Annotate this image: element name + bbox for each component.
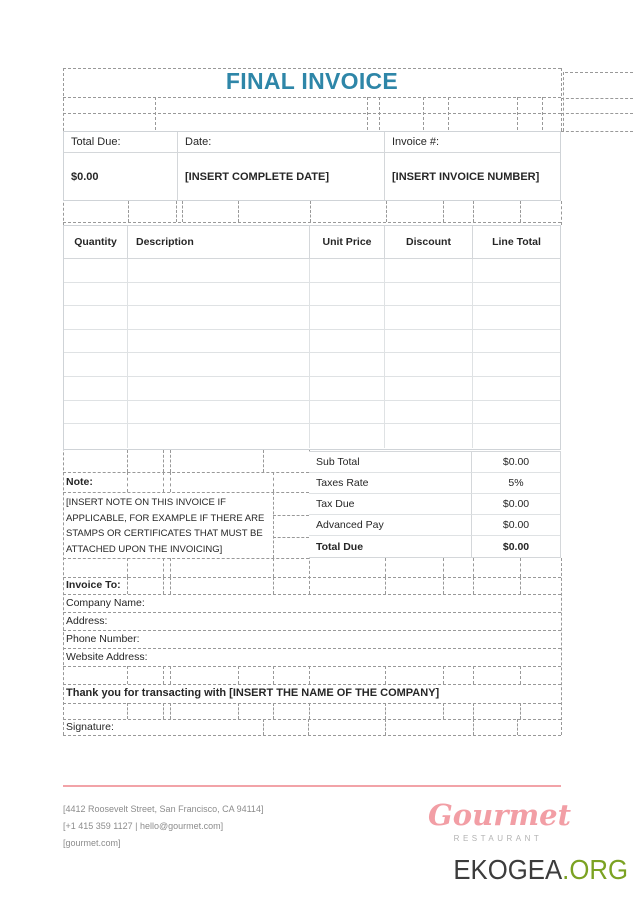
- grid-line: [63, 222, 561, 223]
- items-empty-cell: [385, 377, 473, 401]
- grid-line: [367, 97, 368, 130]
- items-empty-cell: [310, 353, 385, 377]
- grid-line: [309, 666, 310, 684]
- items-table: [63, 225, 561, 450]
- restaurant-subtext: RESTAURANT: [453, 834, 543, 843]
- grid-line: [170, 558, 171, 577]
- tax-due-label: Tax Due: [309, 494, 472, 515]
- grid-line: [385, 558, 386, 577]
- items-empty-cell: [473, 353, 560, 377]
- items-empty-cell: [473, 259, 560, 283]
- grid-line: [385, 719, 386, 735]
- taxes-rate-value: 5%: [472, 473, 560, 494]
- total-due-label: Total Due:: [64, 132, 178, 153]
- field-website-address: Website Address:: [66, 651, 148, 663]
- grid-line: [63, 113, 561, 114]
- grid-line: [170, 472, 171, 492]
- grid-line: [473, 201, 474, 222]
- grid-line: [385, 703, 386, 719]
- grid-line: [542, 97, 543, 130]
- grid-line: [309, 703, 310, 719]
- field-phone-number: Phone Number:: [66, 633, 140, 645]
- grid-line: [63, 735, 561, 736]
- note-line: APPLICABLE, FOR EXAMPLE IF THERE ARE: [66, 512, 265, 524]
- grid-line: [561, 68, 562, 131]
- items-header-quantity: Quantity: [64, 226, 128, 259]
- grid-line: [443, 558, 444, 577]
- grid-line: [385, 577, 386, 594]
- items-empty-cell: [473, 424, 560, 448]
- grid-line: [473, 719, 474, 735]
- items-header-line-total: Line Total: [473, 226, 560, 259]
- items-empty-cell: [310, 259, 385, 283]
- watermark-suffix: .ORG: [562, 854, 628, 885]
- grid-line: [238, 201, 239, 222]
- grid-line: [163, 450, 164, 472]
- grid-line: [238, 703, 239, 719]
- grid-line: [386, 201, 387, 222]
- grid-line: [561, 558, 562, 735]
- thank-you-text: Thank you for transacting with [INSERT THE NAME OF THE COMPANY]: [66, 687, 440, 699]
- items-empty-cell: [128, 283, 310, 307]
- grid-line: [473, 577, 474, 594]
- grid-line: [517, 97, 518, 130]
- grid-line: [443, 666, 444, 684]
- items-empty-cell: [128, 424, 310, 448]
- grid-line: [273, 558, 274, 577]
- date-label: Date:: [178, 132, 385, 153]
- grid-line: [563, 72, 564, 131]
- grid-line: [170, 577, 171, 594]
- note-text: [66, 495, 271, 557]
- grid-line: [443, 577, 444, 594]
- items-empty-cell: [64, 306, 128, 330]
- grid-line: [163, 577, 164, 594]
- items-empty-cell: [128, 401, 310, 425]
- grid-line: [273, 577, 274, 594]
- grid-line: [443, 201, 444, 222]
- grid-line: [517, 719, 518, 735]
- note-line: [INSERT NOTE ON THIS INVOICE IF: [66, 497, 226, 508]
- grid-line: [310, 201, 311, 222]
- grid-line: [385, 666, 386, 684]
- signature-label: Signature:: [66, 721, 114, 733]
- grid-line: [520, 201, 521, 222]
- grid-line: [163, 558, 164, 577]
- items-empty-cell: [473, 401, 560, 425]
- grid-line: [561, 131, 633, 132]
- grid-line: [273, 515, 309, 516]
- grid-line: [170, 666, 171, 684]
- summary-table: [63, 131, 561, 201]
- items-empty-cell: [128, 353, 310, 377]
- gourmet-logo: Gourmet: [428, 798, 572, 832]
- date-value: [INSERT COMPLETE DATE]: [178, 153, 385, 200]
- grid-line: [565, 72, 633, 73]
- items-empty-cell: [310, 330, 385, 354]
- grid-line: [263, 719, 264, 735]
- grid-line: [163, 472, 164, 492]
- total-due-value: $0.00: [64, 153, 178, 200]
- items-empty-cell: [128, 377, 310, 401]
- grid-line: [127, 577, 128, 594]
- grid-line: [128, 201, 129, 222]
- items-header-discount: Discount: [385, 226, 473, 259]
- items-empty-cell: [64, 424, 128, 448]
- grid-line: [170, 703, 171, 719]
- note-line: ATTACHED UPON THE INVOICING]: [66, 543, 223, 555]
- note-label: Note:: [66, 476, 93, 488]
- footer-divider: [63, 785, 561, 787]
- grid-line: [273, 666, 274, 684]
- grid-line: [561, 113, 633, 114]
- items-empty-cell: [128, 259, 310, 283]
- items-empty-cell: [385, 424, 473, 448]
- subtotal-value: $0.00: [472, 452, 560, 473]
- grid-line: [63, 577, 561, 578]
- items-empty-cell: [64, 283, 128, 307]
- grid-line: [273, 703, 274, 719]
- items-empty-cell: [473, 306, 560, 330]
- note-line: STAMPS OR CERTIFICATES THAT MUST BE: [66, 528, 263, 540]
- grid-line: [379, 97, 380, 130]
- grid-line: [308, 719, 309, 735]
- grid-line: [127, 472, 128, 492]
- footer-contact: [+1 415 359 1127 | hello@gourmet.com]: [63, 821, 224, 831]
- grid-line: [561, 201, 562, 225]
- grid-line: [163, 703, 164, 719]
- taxes-rate-label: Taxes Rate: [309, 473, 472, 494]
- items-empty-cell: [64, 259, 128, 283]
- grid-line: [520, 577, 521, 594]
- total-due-row-value: $0.00: [502, 540, 530, 553]
- items-empty-cell: [385, 330, 473, 354]
- grid-line: [473, 703, 474, 719]
- grid-line: [273, 472, 274, 492]
- invoice-number-value: [INSERT INVOICE NUMBER]: [392, 170, 540, 183]
- grid-line: [63, 703, 561, 704]
- page-title: FINAL INVOICE: [225, 68, 399, 94]
- items-empty-cell: [473, 377, 560, 401]
- grid-line: [473, 666, 474, 684]
- items-empty-cell: [310, 283, 385, 307]
- tax-due-value: $0.00: [472, 494, 560, 515]
- footer-address: [4412 Roosevelt Street, San Francisco, CA 94114]: [63, 804, 264, 814]
- grid-line: [63, 719, 561, 720]
- grid-line: [127, 450, 128, 472]
- grid-line: [127, 666, 128, 684]
- invoice-number-label: Invoice #:: [385, 132, 560, 153]
- grid-line: [520, 703, 521, 719]
- items-empty-cell: [385, 353, 473, 377]
- items-empty-cell: [310, 401, 385, 425]
- items-empty-cell: [310, 424, 385, 448]
- items-empty-cell: [64, 401, 128, 425]
- grid-line: [176, 201, 177, 222]
- grid-line: [448, 97, 449, 130]
- grid-line: [443, 703, 444, 719]
- items-empty-cell: [64, 330, 128, 354]
- items-header-description: Description: [128, 226, 310, 259]
- items-empty-cell: [64, 377, 128, 401]
- grid-line: [63, 97, 561, 98]
- items-header-unit-price: Unit Price: [310, 226, 385, 259]
- items-empty-cell: [385, 306, 473, 330]
- grid-line: [163, 666, 164, 684]
- grid-line: [520, 558, 521, 577]
- ekogea-watermark: [50, 855, 628, 885]
- items-empty-cell: [473, 283, 560, 307]
- watermark-main: EKOGEA: [453, 854, 563, 885]
- items-empty-cell: [128, 330, 310, 354]
- grid-line: [63, 666, 561, 667]
- items-empty-cell: [310, 306, 385, 330]
- items-empty-cell: [473, 330, 560, 354]
- grid-line: [155, 97, 156, 130]
- advanced-pay-value: $0.00: [472, 515, 560, 536]
- advanced-pay-label: Advanced Pay: [309, 515, 472, 536]
- grid-line: [263, 450, 264, 472]
- total-due-row-label: Total Due: [309, 536, 472, 557]
- grid-line: [63, 612, 561, 613]
- items-empty-cell: [128, 306, 310, 330]
- grid-line: [127, 558, 128, 577]
- items-empty-cell: [310, 377, 385, 401]
- grid-line: [127, 703, 128, 719]
- subtotal-label: Sub Total: [309, 452, 472, 473]
- grid-line: [423, 97, 424, 130]
- field-company-name: Company Name:: [66, 597, 145, 609]
- footer-website: [gourmet.com]: [63, 838, 121, 848]
- grid-line: [170, 450, 171, 472]
- grid-line: [473, 558, 474, 577]
- grid-line: [561, 98, 633, 99]
- items-empty-cell: [64, 353, 128, 377]
- grid-line: [273, 537, 309, 538]
- items-empty-cell: [385, 401, 473, 425]
- grid-line: [273, 492, 274, 558]
- items-empty-cell: [385, 283, 473, 307]
- totals-table: [309, 451, 561, 558]
- field-address: Address:: [66, 615, 108, 627]
- grid-line: [182, 201, 183, 222]
- invoice-to-label: Invoice To:: [66, 579, 121, 591]
- items-empty-cell: [385, 259, 473, 283]
- grid-line: [238, 666, 239, 684]
- grid-line: [520, 666, 521, 684]
